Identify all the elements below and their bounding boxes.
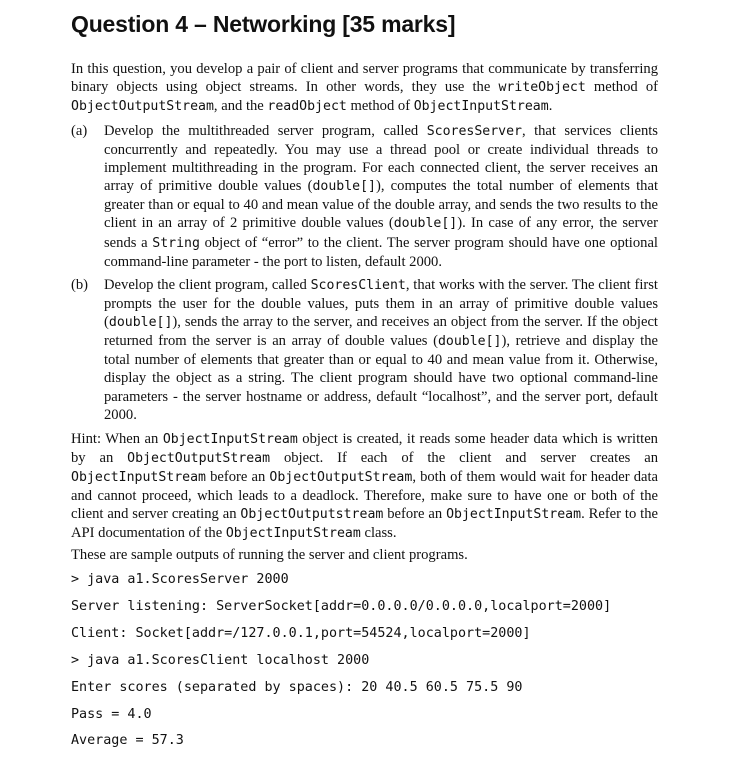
code-object-input-stream: ObjectInputStream: [413, 99, 549, 115]
part-a-label: (a): [71, 123, 88, 139]
sample-output-line: Client: Socket[addr=/127.0.0.1,port=54524,localport=2000]: [71, 626, 531, 641]
sample-output-line: Average = 57.3: [71, 733, 184, 748]
code-scores-server: ScoresServer: [426, 124, 522, 139]
code-write-object: writeObject: [498, 80, 586, 96]
sample-output-line: > java a1.ScoresClient localhost 2000: [71, 653, 370, 668]
samples-intro: These are sample outputs of running the server and client programs.: [71, 547, 468, 563]
code-scores-client: ScoresClient: [310, 278, 406, 293]
code-object-output-stream: ObjectOutputStream: [71, 99, 214, 115]
sample-output-line: Server listening: ServerSocket[addr=0.0.0.0/0.0.0.0,localport=2000]: [71, 599, 612, 614]
part-b-label: (b): [71, 277, 89, 293]
sample-output-line: Pass = 4.0: [71, 707, 152, 722]
sample-output-line: Enter scores (separated by spaces): 20 40.5 60.5 75.5 90: [71, 680, 523, 695]
page-title: Question 4 – Networking [35 marks]: [71, 11, 456, 37]
hint-paragraph: Hint: When an ObjectInputStream object is created, it reads some header data which is written by an ObjectOutputStream object. If each of the client and server creates an ObjectInputStream before an ObjectOutputStream, both of them would wait for header data and cannot proceed, which leads to a deadlock. Therefore, make sure to have one or both of the client and server creating an ObjectOutputstream before an ObjectInputStream. Refer to the API documentation of the ObjectInputStream class.: [71, 431, 659, 542]
part-b-text: Develop the client program, called ScoresClient, that works with the server. The client first prompts the user for the double values, puts them in an array of primitive double values (double[]), sends the array to the server, and receives an object from the server. If the object returned from the server is an array of double values (double[]), retrieve and display the total number of elements that greater than or equal to 40 and mean value from it. Otherwise, display the object as a string. The client program should have two optional command-line parameters - the server hostname or address, default “localhost”, and the server port, default 2000.: [104, 277, 659, 423]
part-a: [71, 122, 658, 271]
part-b: [71, 276, 658, 424]
code-read-object: readObject: [267, 99, 347, 115]
intro-paragraph: In this question, you develop a pair of client and server programs that communicate by transferring binary objects using object streams. In other words, they use the writeObject method of ObjectOutputStream, and the readObject method of ObjectInputStream.: [71, 61, 658, 115]
sample-output-line: > java a1.ScoresServer 2000: [71, 572, 289, 587]
part-a-text: Develop the multithreaded server program, called ScoresServer, that services clients concurrently and repeatedly. You may use a thread pool or create individual threads to implement multithreading in the program. For each connected client, the server receives an array of primitive double values (double[]), computes the total number of elements that greater than or equal to 40 and mean value of the double array, and sends the two results to the client in an array of 2 primitive double values (double[]). In case of any error, the server sends a String object of “error” to the client. The server program should have one optional command-line parameter - the port to listen, default 2000.: [104, 123, 659, 270]
